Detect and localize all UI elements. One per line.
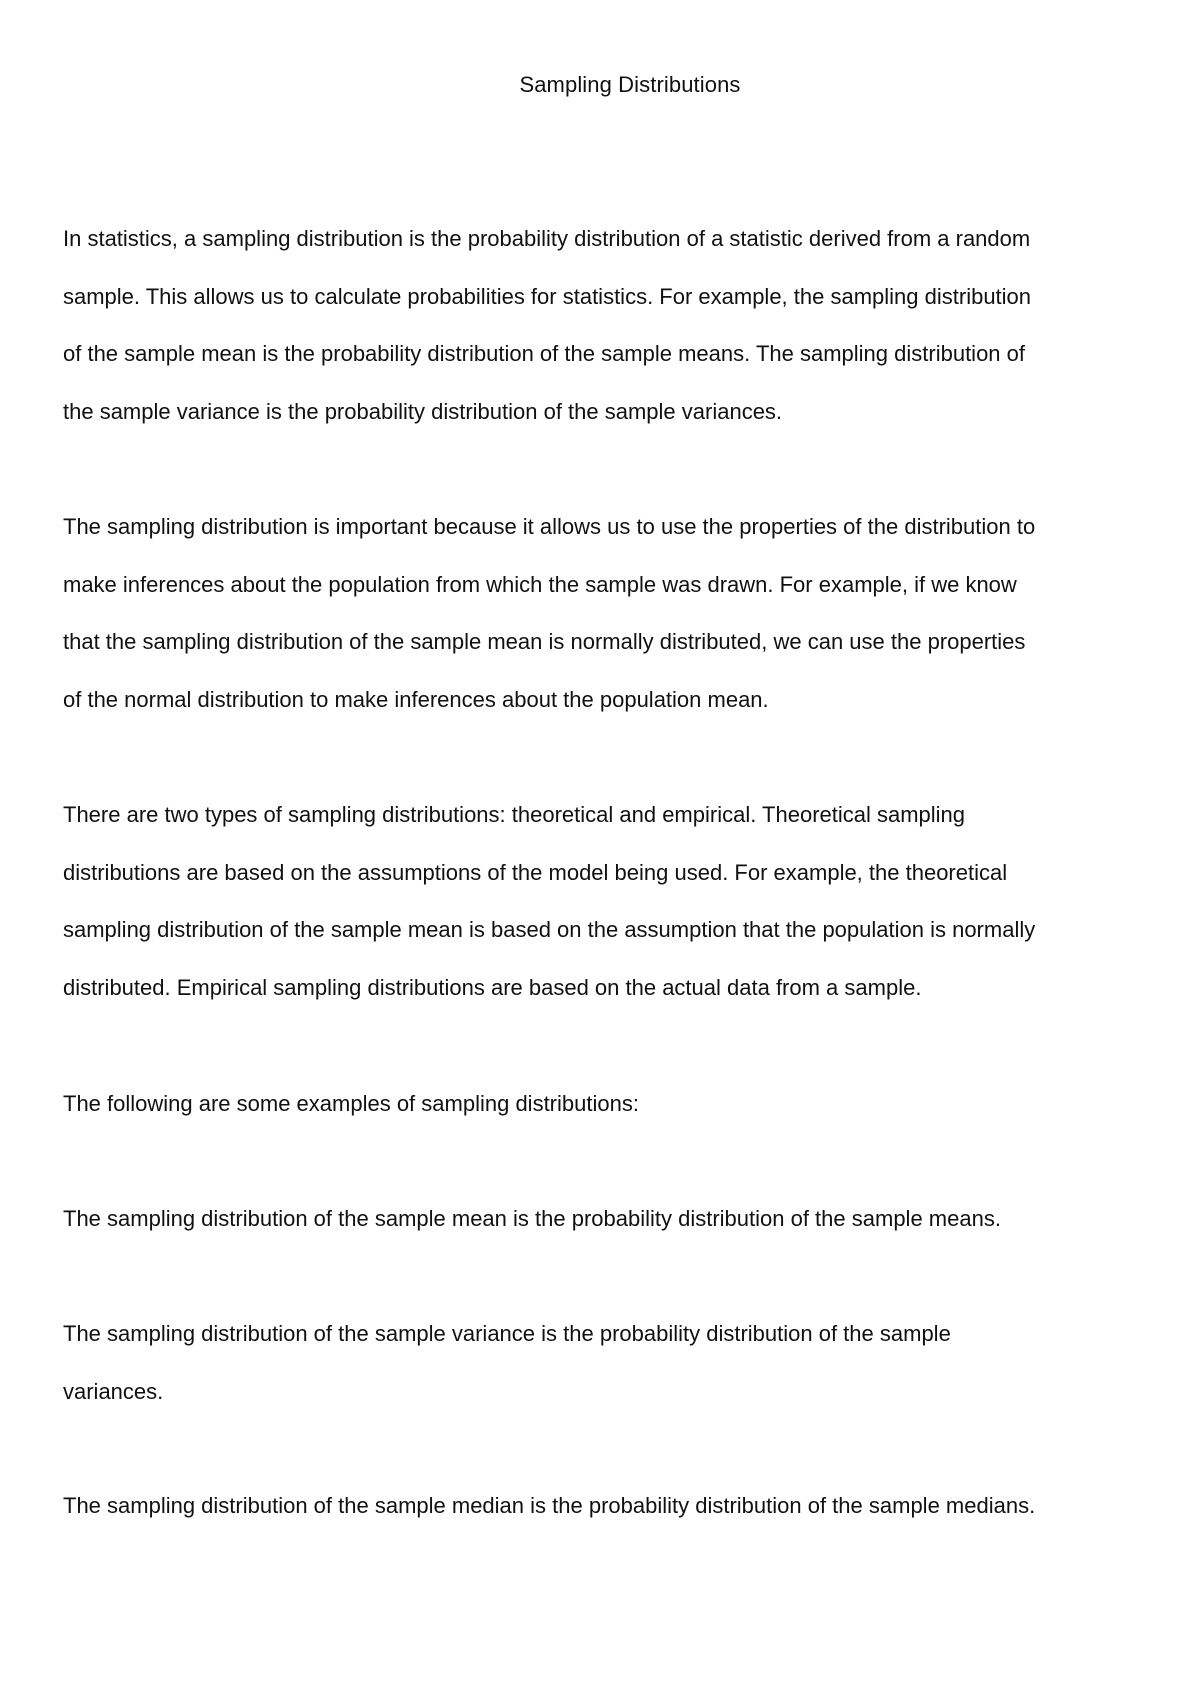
paragraph-line: sampling distribution of the sample mean is based on the assumption that the population is normally bbox=[63, 917, 1036, 942]
paragraph-importance bbox=[63, 498, 1153, 728]
paragraph-line: distributions are based on the assumptions of the model being used. For example, the theoretical bbox=[63, 859, 1008, 885]
paragraph-line: The sampling distribution of the sample variance is the probability distribution of the sample bbox=[63, 1321, 951, 1346]
paragraph-line: In statistics, a sampling distribution is the probability distribution of a statistic derived from a random bbox=[63, 226, 1031, 251]
paragraph-example-mean bbox=[63, 1190, 1153, 1248]
paragraph-line: variances. bbox=[63, 1378, 164, 1404]
paragraph-example-variance bbox=[63, 1305, 1153, 1420]
document-title: Sampling Distributions bbox=[519, 72, 741, 97]
paragraph-line: make inferences about the population from which the sample was drawn. For example, if we know bbox=[63, 571, 1017, 597]
paragraph-examples-intro bbox=[63, 1075, 1153, 1133]
paragraph-line: distributed. Empirical sampling distributions are based on the actual data from a sample. bbox=[63, 974, 922, 1000]
paragraph-line: that the sampling distribution of the sample mean is normally distributed, we can use the properties bbox=[63, 629, 1026, 654]
paragraph-line: The sampling distribution of the sample mean is the probability distribution of the sample means. bbox=[63, 1206, 1001, 1231]
paragraph-line: The sampling distribution of the sample median is the probability distribution of the sample medians. bbox=[63, 1493, 1036, 1518]
paragraph-definition bbox=[63, 210, 1153, 440]
paragraph-example-median bbox=[63, 1477, 1153, 1535]
paragraph-line: sample. This allows us to calculate probabilities for statistics. For example, the sampling distribution bbox=[63, 283, 1032, 309]
paragraph-line: the sample variance is the probability distribution of the sample variances. bbox=[63, 398, 783, 424]
paragraph-line: There are two types of sampling distributions: theoretical and empirical. Theoretical sampling bbox=[63, 802, 966, 827]
paragraph-types bbox=[63, 786, 1153, 1016]
paragraph-line: of the normal distribution to make inferences about the population mean. bbox=[63, 686, 769, 712]
paragraph-line: The sampling distribution is important because it allows us to use the properties of the distribution to bbox=[63, 514, 1036, 539]
paragraph-line: The following are some examples of sampling distributions: bbox=[63, 1091, 639, 1116]
paragraph-line: of the sample mean is the probability distribution of the sample means. The sampling distribution of bbox=[63, 341, 1025, 366]
